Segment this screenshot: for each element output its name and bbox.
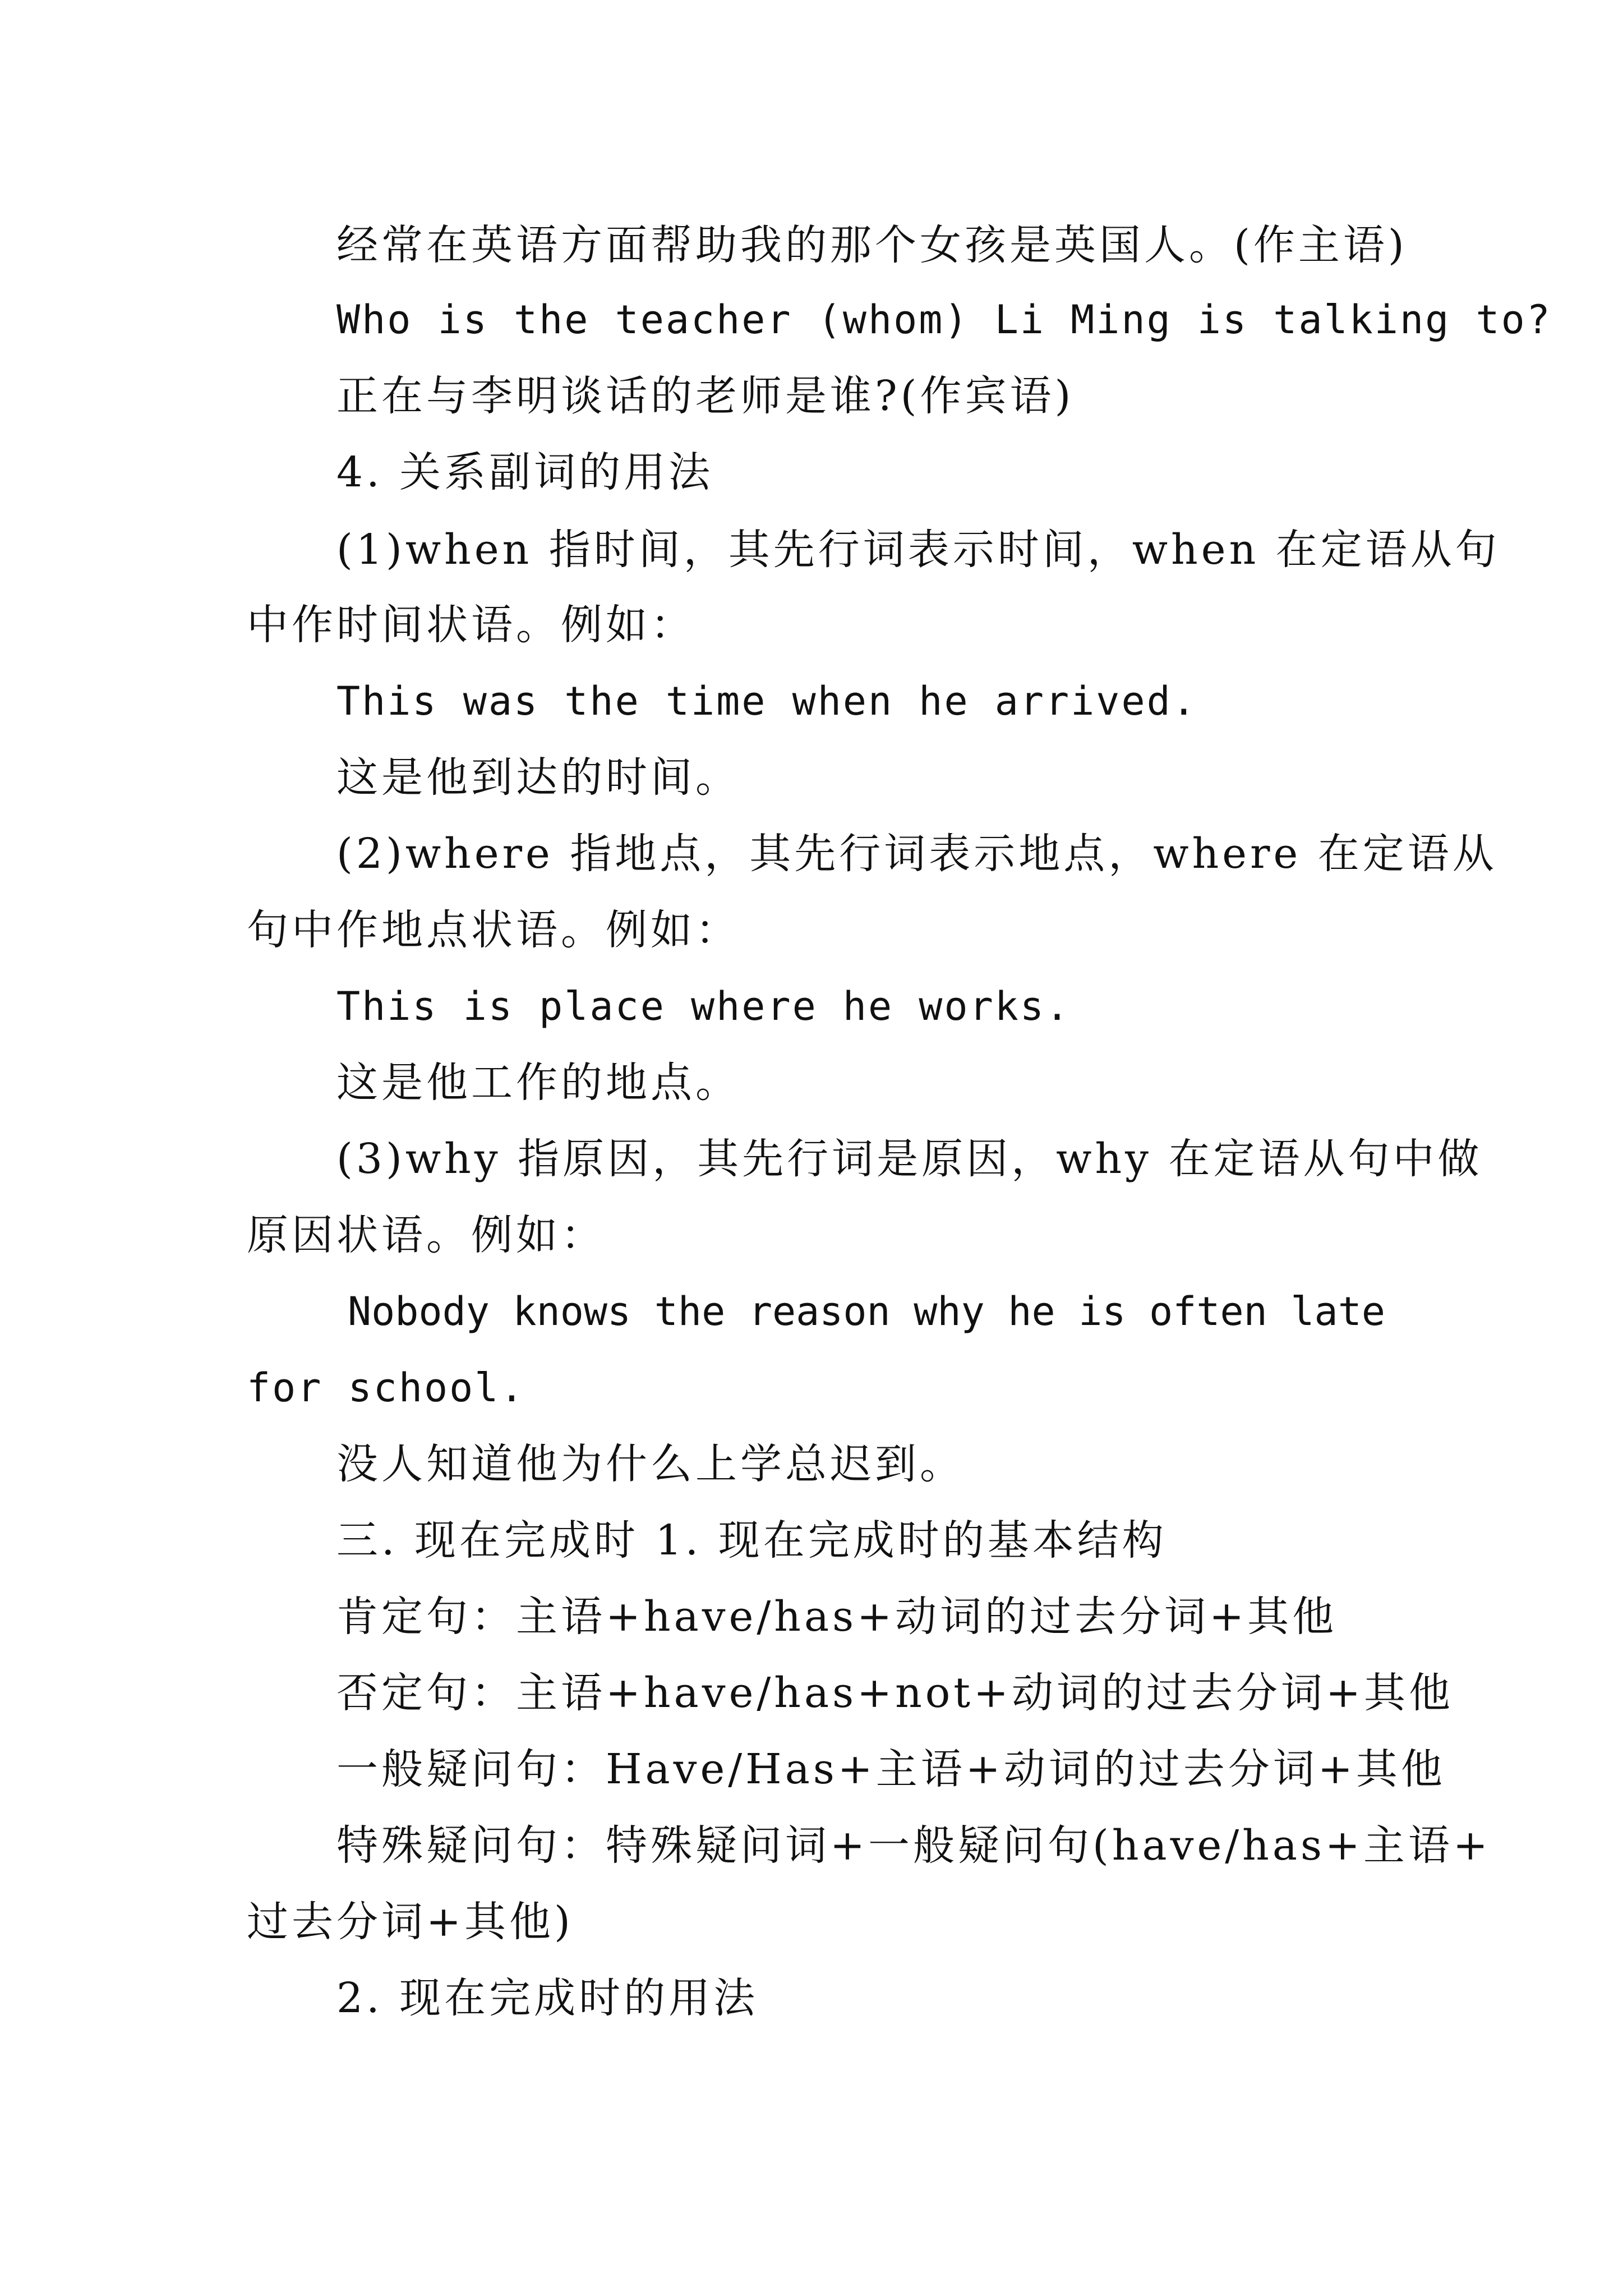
text-line-5: (1)when 指时间，其先行词表示时间，when 在定语从句 — [336, 526, 1500, 574]
example-sentence-where: This is place where he works. — [336, 983, 1071, 1029]
word: knows — [513, 1289, 631, 1335]
text-line-13: (3)why 指原因，其先行词是原因，why 在定语从句中做 — [336, 1135, 1483, 1183]
example-sentence-why-continuation: for school. — [247, 1365, 525, 1411]
text-line-17: 没人知道他为什么上学总迟到。 — [336, 1440, 965, 1488]
word: often — [1149, 1289, 1267, 1335]
text-line-9: (2)where 指地点，其先行词表示地点，where 在定语从 — [336, 830, 1497, 878]
section-heading-relative-adverbs: 4. 关系副词的用法 — [336, 448, 714, 496]
word: he — [1008, 1289, 1055, 1335]
example-sentence-why — [348, 1283, 1385, 1340]
text-line-23: 过去分词+其他) — [247, 1898, 574, 1946]
text-line-3: 正在与李明谈话的老师是谁?(作宾语) — [336, 372, 1075, 420]
text-line-22: 特殊疑问句：特殊疑问词+一般疑问句(have/has+主语+ — [336, 1821, 1491, 1870]
word: the — [654, 1289, 726, 1335]
word: is — [1078, 1289, 1126, 1335]
text-line-14: 原因状语。例如： — [247, 1211, 606, 1259]
word: Nobody — [348, 1289, 490, 1335]
example-sentence-when: This was the time when he arrived. — [336, 678, 1197, 724]
text-line-20: 否定句：主语+have/has+not+动词的过去分词+其他 — [336, 1669, 1454, 1717]
section-heading-present-perfect: 三. 现在完成时 1. 现在完成时的基本结构 — [336, 1516, 1167, 1565]
word: reason — [748, 1289, 891, 1335]
text-line-8: 这是他到达的时间。 — [336, 753, 740, 802]
text-line-6: 中作时间状语。例如： — [247, 601, 695, 649]
text-line-2: Who is the teacher (whom) Li Ming is talking to? — [336, 297, 1552, 343]
section-heading-present-perfect-usage: 2. 现在完成时的用法 — [336, 1974, 759, 2022]
text-line-19: 肯定句：主语+have/has+动词的过去分词+其他 — [336, 1593, 1338, 1641]
word: late — [1290, 1289, 1385, 1335]
word: why — [914, 1289, 985, 1335]
text-line-12: 这是他工作的地点。 — [336, 1059, 740, 1107]
text-line-1: 经常在英语方面帮助我的那个女孩是英国人。(作主语) — [336, 221, 1408, 269]
text-line-21: 一般疑问句：Have/Has+主语+动词的过去分词+其他 — [336, 1745, 1446, 1793]
text-line-10: 句中作地点状语。例如： — [247, 906, 740, 954]
